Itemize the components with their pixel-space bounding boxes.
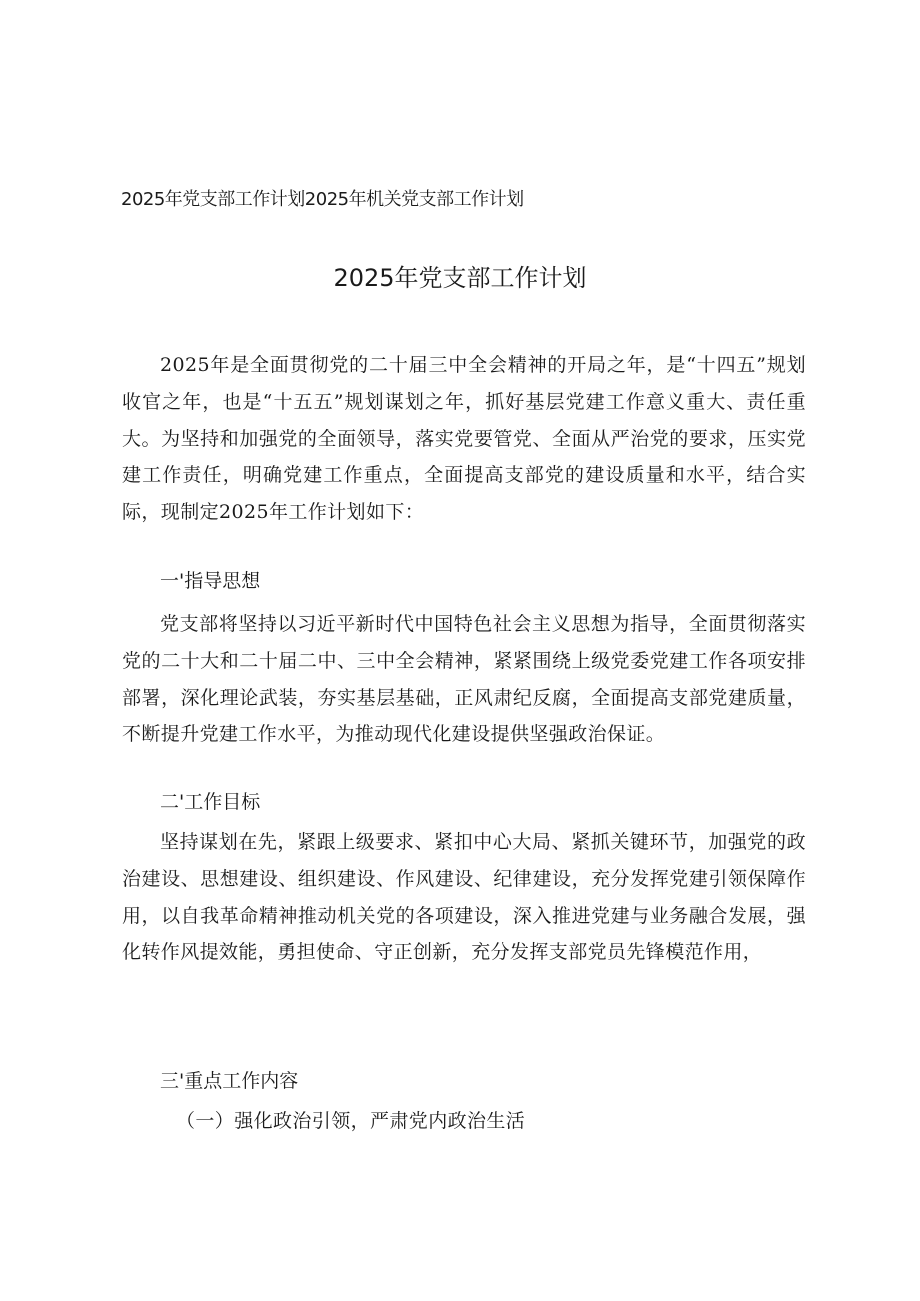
intro-paragraph: 2025年是全面贯彻党的二十届三中全会精神的开局之年，是“十四五”规划收官之年，也是“十五五”规划谋划之年，抓好基层党建工作意义重大、责任重大。为坚持和加强党的全面领导，落实党要管党、全面从严治党的要求，压实党建工作责任，明确党建工作重点，全面提高支部党的建设质量和水平，结合实际，现制定2025年工作计划如下： (122, 354, 806, 524)
section-heading-guiding-ideology: 一'指导思想 (160, 570, 261, 592)
section-body-work-goals: 坚持谋划在先，紧跟上级要求、紧扣中心大局、紧抓关键环节，加强党的政治建设、思想建设、组织建设、作风建设、纪律建设，充分发挥党建引领保障作用，以自我革命精神推动机关党的各项建设，深入推进党建与业务融合发展，强化转作风提效能，勇担使命、守正创新，充分发挥支部党员先锋模范作用， (122, 831, 806, 964)
section-heading-key-tasks: 三'重点工作内容 (160, 1070, 299, 1092)
subsection-heading-political-guidance: （一）强化政治引领，严肃党内政治生活 (176, 1110, 526, 1132)
document-header: 2025年党支部工作计划2025年机关党支部工作计划 (121, 189, 524, 210)
section-heading-work-goals: 二'工作目标 (160, 791, 261, 813)
document-title: 2025年党支部工作计划 (333, 264, 587, 292)
section-body-guiding-ideology: 党支部将坚持以习近平新时代中国特色社会主义思想为指导，全面贯彻落实党的二十大和二十届二中、三中全会精神，紧紧围绕上级党委党建工作各项安排部署，深化理论武装，夯实基层基础，正风肃纪反腐，全面提高支部党建质量，不断提升党建工作水平，为推动现代化建设提供坚强政治保证。 (122, 613, 806, 746)
